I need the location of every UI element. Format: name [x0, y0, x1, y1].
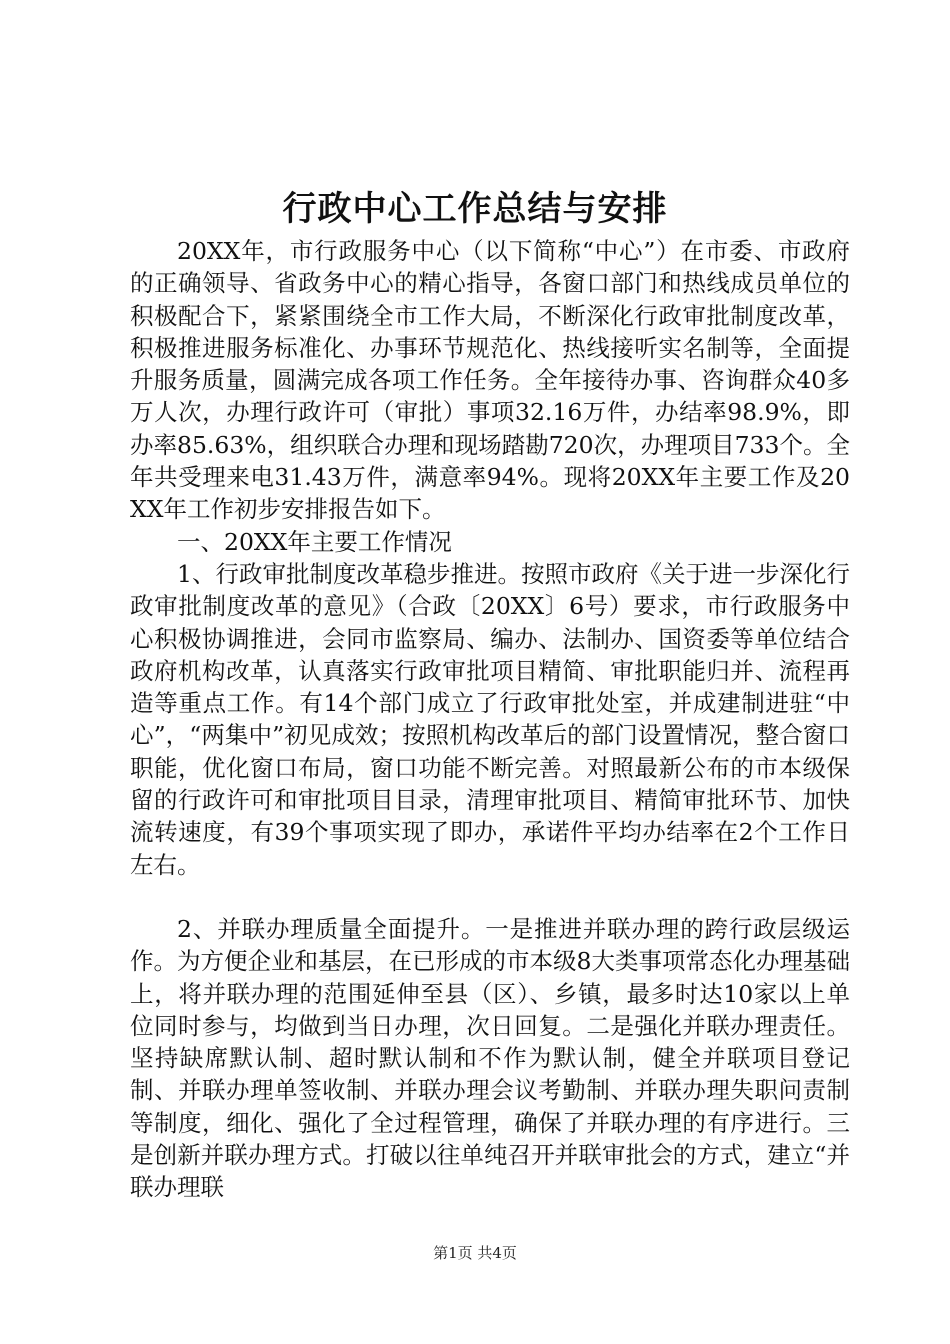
- document-title: 行政中心工作总结与安排: [282, 189, 668, 229]
- document-body: [130, 235, 850, 1204]
- intro-paragraph: 20XX年，市行政服务中心（以下简称“中心”）在市委、市政府的正确领导、省政务中心的精心指导，各窗口部门和热线成员单位的积极配合下，紧紧围绕全市工作大局，不断深化行政审批制度改革，积极推进服务标准化、办事环节规范化、热线接听实名制等，全面提升服务质量，圆满完成各项工作任务。全年接待办事、咨询群众40多万人次，办理行政许可（审批）事项32.16万件，办结率98.9%，即办率85.63%，组织联合办理和现场踏勘720次，办理项目733个。全年共受理来电31.43万件，满意率94%。现将20XX年主要工作及20XX年工作初步安排报告如下。: [130, 237, 850, 524]
- page-number: 第1页 共4页: [433, 1244, 517, 1262]
- section-heading: 一、20XX年主要工作情况: [177, 527, 452, 556]
- paragraph-item-2: 2、并联办理质量全面提升。一是推进并联办理的跨行政层级运作。为方便企业和基层，在已形成的市本级8大类事项常态化办理基础上，将并联办理的范围延伸至县（区）、乡镇，最多时达10家以上单位同时参与，均做到当日办理，次日回复。二是强化并联办理责任。坚持缺席默认制、超时默认制和不作为默认制，健全并联项目登记制、并联办理单签收制、并联办理会议考勤制、并联办理失职问责制等制度，细化、强化了全过程管理，确保了并联办理的有序进行。三是创新并联办理方式。打破以往单纯召开并联审批会的方式，建立“并联办理联: [130, 914, 850, 1202]
- paragraph-item-1: 1、行政审批制度改革稳步推进。按照市政府《关于进一步深化行政审批制度改革的意见》（合政〔20XX〕6号）要求，市行政服务中心积极协调推进，会同市监察局、编办、法制办、国资委等单位结合政府机构改革，认真落实行政审批项目精简、审批职能归并、流程再造等重点工作。有14个部门成立了行政审批处室，并成建制进驻“中心”，“两集中”初见成效；按照机构改革后的部门设置情况，整合窗口职能，优化窗口布局，窗口功能不断完善。对照最新公布的市本级保留的行政许可和审批项目目录，清理审批项目、精简审批环节、加快流转速度，有39个事项实现了即办，承诺件平均办结率在2个工作日左右。: [130, 559, 850, 879]
